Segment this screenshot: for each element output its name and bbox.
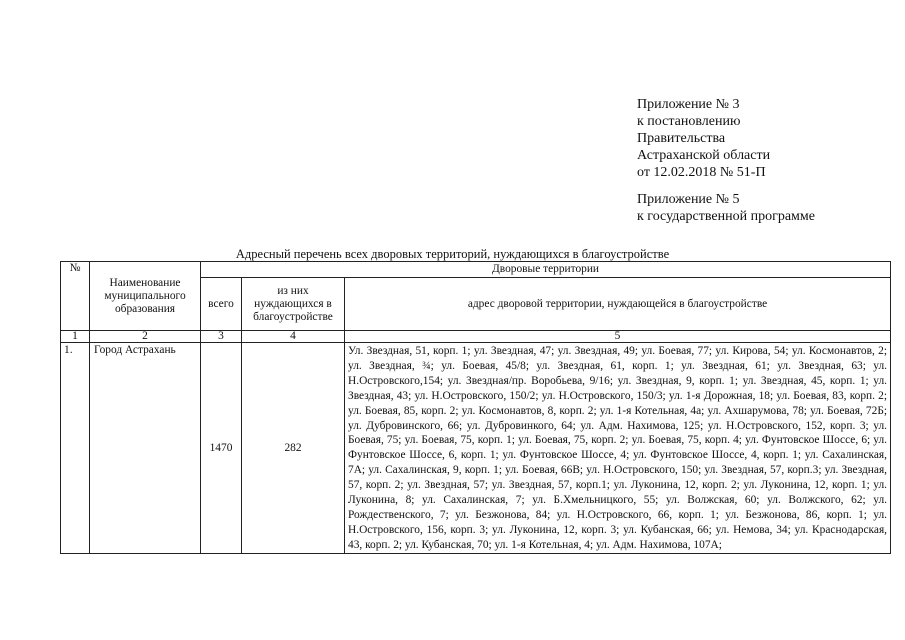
header-row bbox=[61, 262, 891, 278]
appendix-line: Приложение № 3 bbox=[637, 97, 740, 112]
appendix-line: к государственной программе bbox=[637, 209, 815, 224]
address-table bbox=[60, 261, 891, 554]
header-address: адрес дворовой территории, нуждающейся в благоустройстве bbox=[345, 278, 891, 331]
column-number: 1 bbox=[61, 331, 90, 343]
row-need-improvement: 282 bbox=[242, 343, 345, 554]
appendix-line: от 12.02.2018 № 51-П bbox=[637, 165, 766, 180]
header-no: № bbox=[61, 262, 90, 331]
row-municipality: Город Астрахань bbox=[90, 343, 201, 554]
column-number: 4 bbox=[242, 331, 345, 343]
header-yard-territories: Дворовые территории bbox=[201, 262, 891, 278]
table-row bbox=[61, 343, 891, 554]
appendix-header bbox=[637, 96, 815, 225]
row-address: Ул. Звездная, 51, корп. 1; ул. Звездная, 47; ул. Звездная, 49; ул. Боевая, 77; ул. Кирова, 54; ул. Космонавтов, 2; ул. Звездная, ¾; ул. Боевая, 45/8; ул. Звездная, 61, корп. 1; ул. Звездная, 61; ул. Звездная, 63; ул. Н.Островского,154; ул. Звездная/пр. Воробьева, 9/16; ул. Звездная, 9, корп. 1; ул. Звездная, 45, корп. 1; ул. Звездная, 43; ул. Н.Островского, 150/2; ул. Н.Островского, 150/3; ул. 1-я Дорожная, 18; ул. Боевая, 83, корп. 2; ул. Боевая, 85, корп. 2; ул. Космонавтов, 8, корп. 2; ул. 1-я Котельная, 4а; ул. Ахшарумова, 78; ул. Боевая, 72Б; ул. Дубровинского, 66; ул. Дубровинкого, 64; ул. Адм. Нахимова, 125; ул. Н.Островского, 152, корп. 3; ул. Боевая, 75; ул. Боевая, 75, корп. 1; ул. Боевая, 75, корп. 2; ул. Боевая, 75, корп. 4; ул. Фунтовское Шоссе, 6; ул. Фунтовское Шоссе, 6, корп. 1; ул. Фунтовское Шоссе, 4; ул. Фунтовское Шоссе, 4, корп. 1; ул. Сахалинская, 7А; ул. Сахалинская, 9, корп. 1; ул. Боевая, 66В; ул. Н.Островского, 150; ул. Звездная, 57, корп.3; ул. Звездная, 57, корп. 2; ул. Звездная, 57; ул. Звездная, 57, корп.1; ул. Луконина, 12, корп. 2; ул. Луконина, 12, корп. 1; ул. Луконина, 8; ул. Сахалинская, 7; ул. Б.Хмельницкого, 55; ул. Волжская, 60; ул. Волжского, 62; ул. Рождественского, 7; ул. Безжонова, 84; ул. Н.Островского, 66, корп. 1; ул. Безжонова, 86, корп. 1; ул. Н.Островского, 156, корп. 3; ул. Луконина, 12, корп. 3; ул. Кубанская, 66; ул. Немова, 34; ул. Краснодарская, 43, корп. 2; ул. Кубанская, 70; ул. 1-я Котельная, 4; ул. Адм. Нахимова, 107А; bbox=[345, 343, 891, 554]
row-total: 1470 bbox=[201, 343, 242, 554]
appendix-line: Правительства bbox=[637, 131, 726, 146]
appendix-line: к постановлению bbox=[637, 114, 741, 129]
column-number: 3 bbox=[201, 331, 242, 343]
column-number: 5 bbox=[345, 331, 891, 343]
header-need-improvement: из них нуждающихся в благоустройстве bbox=[242, 278, 345, 331]
table-title: Адресный перечень всех дворовых территорий, нуждающихся в благоустройстве bbox=[235, 247, 670, 261]
column-number-row bbox=[61, 331, 891, 343]
appendix-line: Приложение № 5 bbox=[637, 192, 740, 207]
column-number: 2 bbox=[90, 331, 201, 343]
header-total: всего bbox=[201, 278, 242, 331]
appendix-line: Астраханской области bbox=[637, 148, 771, 163]
header-municipality: Наименование муниципального образования bbox=[90, 262, 201, 331]
row-number: 1. bbox=[61, 343, 90, 554]
appendix-spacer bbox=[637, 181, 815, 191]
